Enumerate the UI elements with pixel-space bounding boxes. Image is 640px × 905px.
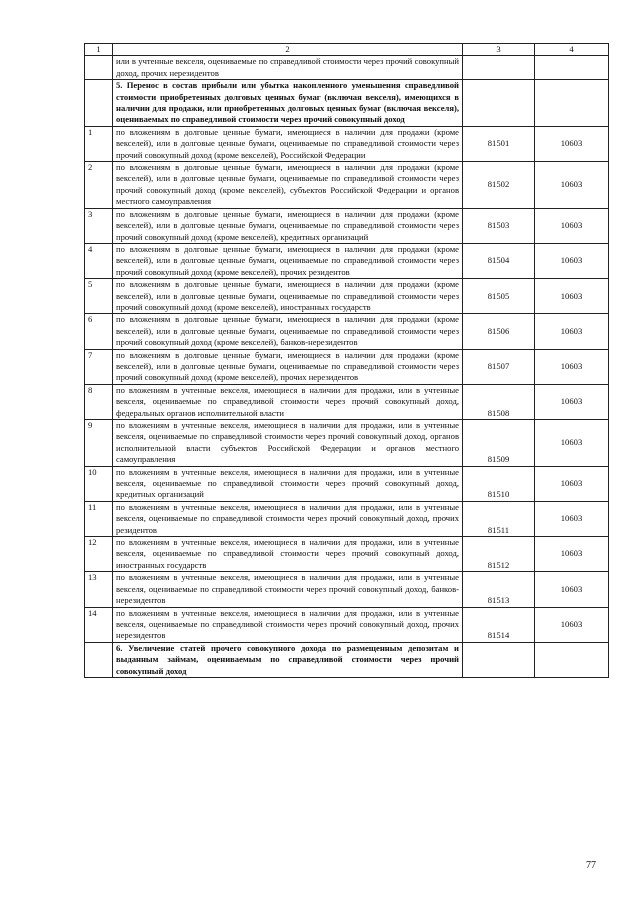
header-col-1: 1 xyxy=(85,44,113,56)
row-account: 10603 xyxy=(535,420,609,467)
continuation-row xyxy=(85,56,609,80)
accounts-table xyxy=(84,43,609,678)
row-text: по вложениям в долговые ценные бумаги, имеющиеся в наличии для продажи (кроме векселей), или в долговые ценные бумаги, оцениваемые по справедливой стоимости через прочий совокупный доход (кроме векселей), прочих нерезидентов xyxy=(113,349,463,384)
row-account: 10603 xyxy=(535,243,609,278)
row-text: по вложениям в учтенные векселя, имеющиеся в наличии для продажи, или в учтенные векселя, оцениваемые по справедливой стоимости через прочий совокупный доход, банков-нерезидентов xyxy=(113,572,463,607)
row-account: 10603 xyxy=(535,279,609,314)
header-col-2: 2 xyxy=(113,44,463,56)
row-account: 10603 xyxy=(535,537,609,572)
row-account: 10603 xyxy=(535,466,609,501)
table-row xyxy=(85,349,609,384)
header-col-4: 4 xyxy=(535,44,609,56)
row-code: 81503 xyxy=(463,208,535,243)
row-number: 6 xyxy=(85,314,113,349)
row-number: 1 xyxy=(85,126,113,161)
row-code: 81514 xyxy=(463,607,535,642)
row-code: 81504 xyxy=(463,243,535,278)
table-row xyxy=(85,607,609,642)
continuation-text: или в учтенные векселя, оцениваемые по справедливой стоимости через прочий совокупный доход, прочих нерезидентов xyxy=(113,56,463,80)
row-number: 7 xyxy=(85,349,113,384)
row-text: по вложениям в долговые ценные бумаги, имеющиеся в наличии для продажи (кроме векселей), или в долговые ценные бумаги, оцениваемые по справедливой стоимости через прочий совокупный доход (кроме векселей), субъектов Российской Федерации и органов местного самоуправления xyxy=(113,162,463,209)
row-text: по вложениям в учтенные векселя, имеющиеся в наличии для продажи, или в учтенные векселя, оцениваемые по справедливой стоимости через прочий совокупный доход, прочих нерезидентов xyxy=(113,607,463,642)
row-text: по вложениям в долговые ценные бумаги, имеющиеся в наличии для продажи (кроме векселей), или в долговые ценные бумаги, оцениваемые по справедливой стоимости через прочий совокупный доход (кроме векселей), кредитных организаций xyxy=(113,208,463,243)
row-code: 81513 xyxy=(463,572,535,607)
table-row xyxy=(85,314,609,349)
table-row xyxy=(85,384,609,419)
row-code: 81507 xyxy=(463,349,535,384)
section-6-row xyxy=(85,642,609,677)
header-col-3: 3 xyxy=(463,44,535,56)
table-row xyxy=(85,208,609,243)
row-number: 5 xyxy=(85,279,113,314)
row-code: 81510 xyxy=(463,466,535,501)
row-account: 10603 xyxy=(535,314,609,349)
table-row xyxy=(85,126,609,161)
row-number: 4 xyxy=(85,243,113,278)
row-account: 10603 xyxy=(535,208,609,243)
row-number: 12 xyxy=(85,537,113,572)
row-account: 10603 xyxy=(535,501,609,536)
row-text: по вложениям в долговые ценные бумаги, имеющиеся в наличии для продажи (кроме векселей), или в долговые ценные бумаги, оцениваемые по справедливой стоимости через прочий совокупный доход (кроме векселей), иностранных государств xyxy=(113,279,463,314)
row-number: 14 xyxy=(85,607,113,642)
row-account: 10603 xyxy=(535,162,609,209)
table-row xyxy=(85,537,609,572)
table-row xyxy=(85,501,609,536)
row-number: 8 xyxy=(85,384,113,419)
row-account: 10603 xyxy=(535,349,609,384)
row-code: 81508 xyxy=(463,384,535,419)
row-code: 81506 xyxy=(463,314,535,349)
row-text: по вложениям в учтенные векселя, имеющиеся в наличии для продажи, или в учтенные векселя, оцениваемые по справедливой стоимости через прочий совокупный доход, прочих резидентов xyxy=(113,501,463,536)
table-row xyxy=(85,572,609,607)
row-number: 9 xyxy=(85,420,113,467)
row-text: по вложениям в учтенные векселя, имеющиеся в наличии для продажи, или в учтенные векселя, оцениваемые по справедливой стоимости через прочий совокупный доход, кредитных организаций xyxy=(113,466,463,501)
row-text: по вложениям в учтенные векселя, имеющиеся в наличии для продажи, или в учтенные векселя, оцениваемые по справедливой стоимости через прочий совокупный доход, органов исполнительной власти субъектов Российской Федерации и органов местного самоуправления xyxy=(113,420,463,467)
row-account: 10603 xyxy=(535,607,609,642)
table-row xyxy=(85,420,609,467)
row-account: 10603 xyxy=(535,384,609,419)
table-header-row xyxy=(85,44,609,56)
row-number: 10 xyxy=(85,466,113,501)
row-code: 81501 xyxy=(463,126,535,161)
row-number: 13 xyxy=(85,572,113,607)
row-code: 81505 xyxy=(463,279,535,314)
row-text: по вложениям в долговые ценные бумаги, имеющиеся в наличии для продажи (кроме векселей), или в долговые ценные бумаги, оцениваемые по справедливой стоимости через прочий совокупный доход (кроме векселей), Российской Федерации xyxy=(113,126,463,161)
table-row xyxy=(85,466,609,501)
section-5-row xyxy=(85,80,609,127)
row-number: 11 xyxy=(85,501,113,536)
row-number: 2 xyxy=(85,162,113,209)
row-text: по вложениям в долговые ценные бумаги, имеющиеся в наличии для продажи (кроме векселей), или в долговые ценные бумаги, оцениваемые по справедливой стоимости через прочий совокупный доход (кроме векселей), банков-нерезидентов xyxy=(113,314,463,349)
row-code: 81509 xyxy=(463,420,535,467)
row-account: 10603 xyxy=(535,572,609,607)
section-6-heading: 6. Увеличение статей прочего совокупного дохода по размещенным депозитам и выданным займам, оцениваемым по справедливой стоимости через прочий совокупный доход xyxy=(113,642,463,677)
row-account: 10603 xyxy=(535,126,609,161)
table-row xyxy=(85,162,609,209)
row-code: 81512 xyxy=(463,537,535,572)
row-number: 3 xyxy=(85,208,113,243)
table-row xyxy=(85,243,609,278)
row-text: по вложениям в учтенные векселя, имеющиеся в наличии для продажи, или в учтенные векселя, оцениваемые по справедливой стоимости через прочий совокупный доход, иностранных государств xyxy=(113,537,463,572)
row-text: по вложениям в долговые ценные бумаги, имеющиеся в наличии для продажи (кроме векселей), или в долговые ценные бумаги, оцениваемые по справедливой стоимости через прочий совокупный доход (кроме векселей), прочих резидентов xyxy=(113,243,463,278)
row-text: по вложениям в учтенные векселя, имеющиеся в наличии для продажи, или в учтенные векселя, оцениваемые по справедливой стоимости через прочий совокупный доход, федеральных органов исполнительной власти xyxy=(113,384,463,419)
row-code: 81502 xyxy=(463,162,535,209)
page-number: 77 xyxy=(586,860,596,871)
row-code: 81511 xyxy=(463,501,535,536)
table-row xyxy=(85,279,609,314)
section-5-heading: 5. Перенос в состав прибыли или убытка накопленного уменьшения справедливой стоимости приобретенных долговых ценных бумаг (включая векселя), имеющихся в наличии для продажи, или приобретенных долговых ценных бумаг (включая векселя), оцениваемых по справедливой стоимости через прочий совокупный доход xyxy=(113,80,463,127)
